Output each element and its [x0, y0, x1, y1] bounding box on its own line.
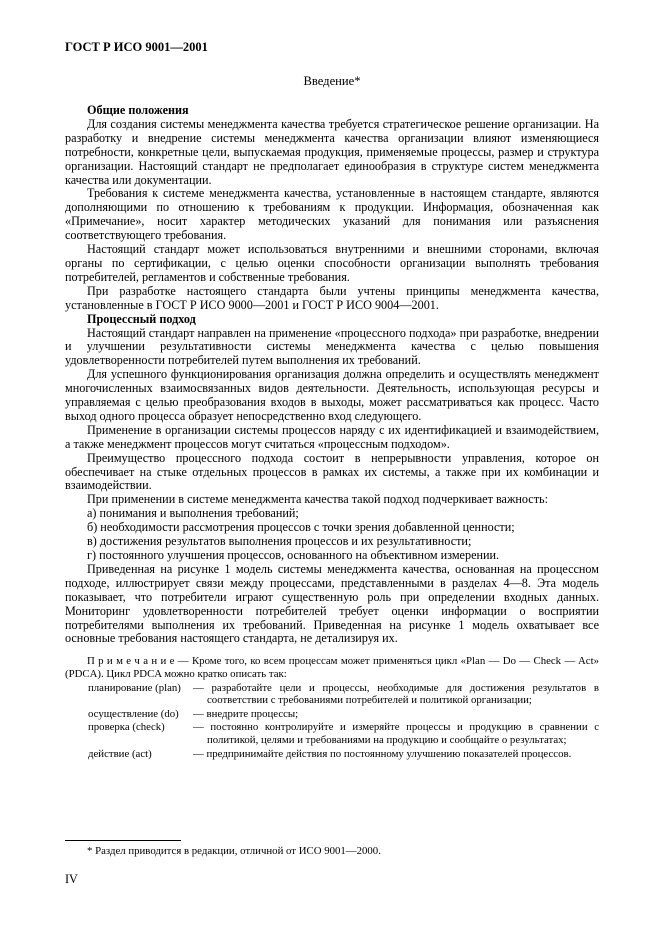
paragraph: Для успешного функционирования организация должна определить и осуществлять менеджмент многочисленных взаимосвязанных видов деятельности. Деятельность, использующая ресурсы и управляемая с целью преобразования входов в выходы, может рассматриваться как процесс. Часто выход одного процесса образует непосредственно вход следующего.	[65, 367, 599, 423]
body-text	[65, 104, 599, 646]
pdca-definition: — предпринимайте действия по постоянному улучшению показателей процессов.	[193, 747, 572, 760]
pdca-definition: — постоянно контролируйте и измеряйте процессы и продукцию в сравнении с политикой, целями и требованиями на продукцию и сообщайте о результатах;	[193, 721, 599, 746]
paragraph: Применение в организации системы процессов наряду с их идентификацией и взаимодействием, а также менеджмент процессов могут считаться «процессным подходом».	[65, 422, 599, 451]
pdca-row-plan	[65, 682, 599, 707]
pdca-term: планирование (plan)	[88, 681, 181, 694]
pdca-row-check	[65, 721, 599, 746]
paragraph: Настоящий стандарт может использоваться внутренними и внешними сторонами, включая органы по сертификации, с целью оценки способности организации выполнять требования потребителей, регламентов и собственные требования.	[65, 242, 599, 284]
paragraph: Приведенная на рисунке 1 модель системы менеджмента качества, основанная на процессном подходе, иллюстрирует связи между процессами, представленными в разделах 4—8. Эта модель показывает, что потребители играют существенную роль при определении входных данных. Мониторинг удовлетворенности потребителей требует оценки информации о восприятии потребителями выполнения их требований. Приведенная на рисунке 1 модель охватывает все основные требования настоящего стандарта, не детализируя их.	[65, 561, 599, 646]
paragraph: При разработке настоящего стандарта были учтены принципы менеджмента качества, установленные в ГОСТ Р ИСО 9000—2001 и ГОСТ Р ИСО 9004—2001.	[65, 283, 599, 312]
list-item: в) достижения результатов выполнения процессов и их результативности;	[87, 534, 472, 549]
document-code-header: ГОСТ Р ИСО 9001—2001	[65, 40, 208, 54]
pdca-term: проверка (check)	[88, 721, 165, 734]
paragraph: Требования к системе менеджмента качества, установленные в настоящем стандарте, являются дополняющими по отношению к требованиям к продукции. Информация, обозначенная как «Примечание», носит характер методических указаний для понимания или разъяснения соответствующего требования.	[65, 186, 599, 243]
list-item: а) понимания и выполнения требований;	[87, 506, 299, 521]
intro-title: Введение*	[303, 74, 361, 88]
pdca-definition: — разработайте цели и процессы, необходимые для достижения результатов в соответствии с требованиями потребителей и политикой организации;	[193, 681, 599, 707]
pdca-definition: — внедрите процессы;	[193, 707, 299, 720]
list-item: г) постоянного улучшения процессов, основанного на объективном измерении.	[87, 548, 500, 562]
page-content	[65, 40, 599, 760]
paragraph: При применении в системе менеджмента качества такой подход подчеркивает важность:	[87, 492, 548, 507]
footnote-text: * Раздел приводится в редакции, отличной от ИСО 9001—2000.	[87, 845, 381, 857]
pdca-term: осуществление (do)	[88, 707, 179, 720]
paragraph: Для создания системы менеджмента качества требуется стратегическое решение организации. На разработку и внедрение системы менеджмента качества организации влияют изменяющиеся потребности, конкретные цели, выпускаемая продукция, применяемые процессы, размер и структура организации. Настоящий стандарт не предполагает единообразия в структуре систем менеджмента качества или документации.	[65, 116, 599, 187]
list-item: б) необходимости рассмотрения процессов с точки зрения добавленной ценности;	[87, 520, 515, 535]
pdca-term: действие (act)	[88, 747, 152, 760]
footnote-area	[65, 840, 599, 858]
pdca-row-do	[65, 708, 599, 721]
pdca-row-act	[65, 748, 599, 761]
note-block	[65, 655, 599, 760]
section-heading-general: Общие положения	[87, 103, 189, 117]
footnote-divider	[65, 840, 181, 841]
paragraph: Настоящий стандарт направлен на применение «процессного подхода» при разработке, внедрении и улучшении результативности системы менеджмента качества с целью повышения удовлетворенности потребителей путем выполнения их требований.	[65, 325, 599, 368]
note-paragraph: П р и м е ч а н и е — Кроме того, ко всем процессам может применяться цикл «Plan — Do — Check — Act» (PDCA). Цикл PDCA можно кратко описать так:	[65, 655, 599, 680]
page-number: IV	[65, 872, 78, 886]
paragraph: Преимущество процессного подхода состоит в непрерывности управления, которое он обеспечивает на стыке отдельных процессов в рамках их системы, а также при их комбинации и взаимодействии.	[65, 450, 599, 493]
section-heading-process: Процессный подход	[87, 311, 196, 326]
